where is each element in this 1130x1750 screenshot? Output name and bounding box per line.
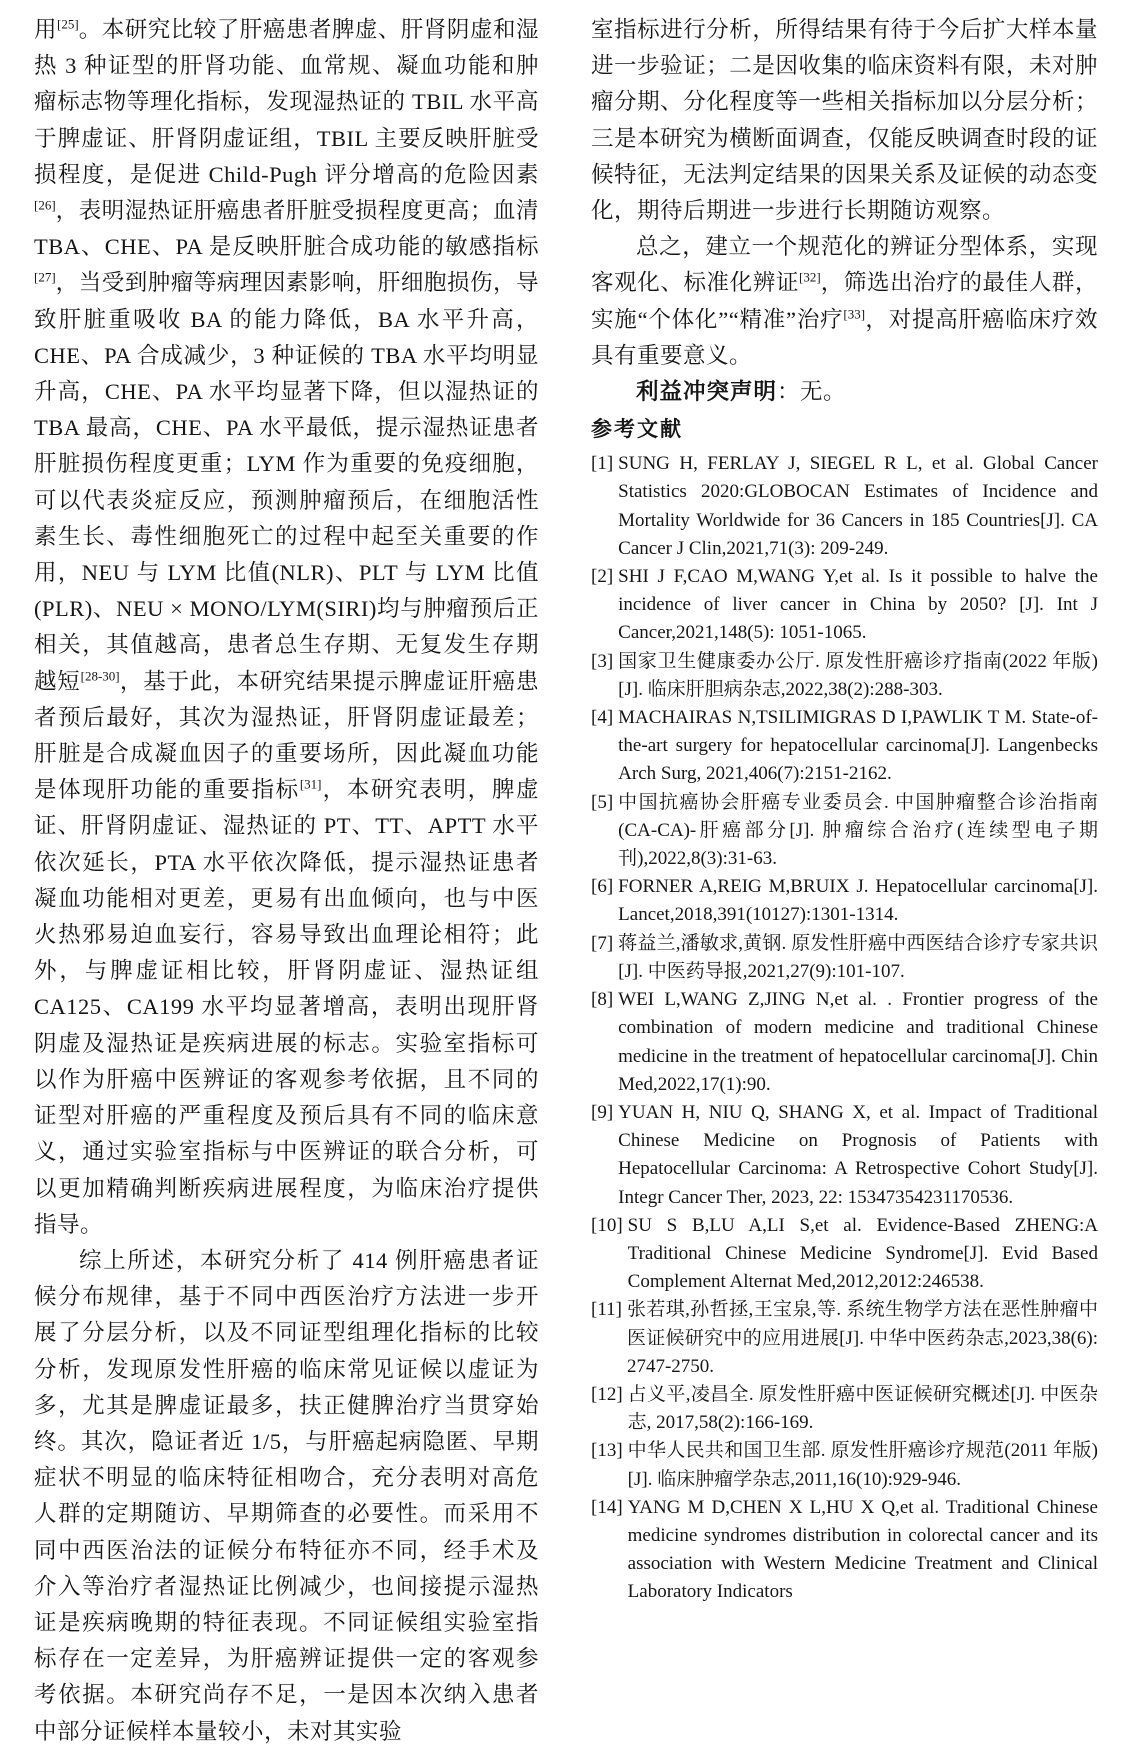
body-text: 。本研究比较了肝癌患者脾虚、肝肾阴虚和湿热 3 种证型的肝肾功能、血常规、凝血功能和肿瘤标志物等理化指标，发现湿热证的 TBIL 水平高于脾虚证、肝肾阴虚证组，TBIL 主要反映肝脏受损程度，是促进 Child-Pugh 评分增高的危险因素 [34, 17, 539, 187]
body-text: 室指标进行分析，所得结果有待于今后扩大样本量进一步验证；二是因收集的临床资料有限，未对肿瘤分期、分化程度等一些相关指标加以分层分析；三是本研究为横断面调查，仅能反映调查时段的证候特征，无法判定结果的因果关系及证候的动态变化，期待后期进一步进行长期随访观察。 [591, 17, 1098, 224]
reference-text: 中华人民共和国卫生部. 原发性肝癌诊疗规范(2011 年版)[J]. 临床肿瘤学杂志,2011,16(10):929-946. [627, 1440, 1098, 1490]
reference-text: FORNER A,REIG M,BRUIX J. Hepatocellular carcinoma[J]. Lancet,2018,391(10127):1301-1314. [618, 876, 1098, 926]
reference-item [591, 873, 1098, 929]
paragraph [591, 12, 1098, 229]
reference-item [591, 563, 1098, 648]
reference-text: 占义平,凌昌全. 原发性肝癌中医证候研究概述[J]. 中医杂志, 2017,58(2):166-169. [627, 1383, 1098, 1434]
reference-text: 张若琪,孙哲拯,王宝泉,等. 系统生物学方法在恶性肿瘤中医证候研究中的应用进展[J]. 中华中医药杂志,2023,38(6): 2747-2750. [626, 1299, 1098, 1377]
body-text: 用 [34, 17, 58, 42]
body-text: ，筛选出治疗的最佳人群，实施“个体化”“精准”治疗 [591, 270, 1098, 332]
paragraph [34, 12, 539, 1243]
citation-superscript: [25] [57, 16, 79, 32]
reference-list [591, 450, 1098, 1606]
reference-item [591, 1381, 1098, 1437]
body-text: ，本研究表明，脾虚证、肝肾阴虚证、湿热证的 PT、TT、APTT 水平依次延长，PTA 水平依次降低，提示湿热证患者凝血功能相对更差，更易有出血倾向，也与中医火热邪易迫血妄行，容易导致出血理论相符；此外，与脾虚证相比较，肝肾阴虚证、湿热证组 CA125、CA199 水平均显著增高，表明出现肝肾阴虚及湿热证是疾病进展的标志。实验室指标可以作为肝癌中医辨证的客观参考依据，且不同的证型对肝癌的严重程度及预后具有不同的临床意义，通过实验室指标与中医辨证的联合分析，可以更加精确判断疾病进展程度，为临床治疗提供指导。 [34, 777, 539, 1237]
reference-number: [7] [591, 932, 614, 954]
references-heading: 参考文献 [591, 417, 683, 442]
reference-number: [14] [591, 1496, 623, 1518]
reference-text: SUNG H, FERLAY J, SIEGEL R L, et al. Global Cancer Statistics 2020:GLOBOCAN Estimates of Incidence and Mortality Worldwide for 36 Cancers in 185 Countries[J]. CA Cancer J Clin,2021,71(3): 209-249. [618, 453, 1098, 559]
reference-item [591, 986, 1098, 1099]
citation-superscript: [33] [843, 306, 866, 322]
reference-text: YANG M D,CHEN X L,HU X Q,et al. Traditional Chinese medicine syndromes distribution in colorectal cancer and its association with Western Medicine Treatment and Clinical Laboratory Indicators [627, 1496, 1098, 1603]
reference-number: [13] [591, 1440, 623, 1462]
reference-number: [9] [591, 1101, 614, 1123]
reference-text: YUAN H, NIU Q, SHANG X, et al. Impact of Traditional Chinese Medicine on Prognosis of Patients with Hepatocellular Carcinoma: A Retrospective Cohort Study[J]. Integr Cancer Ther, 2023, 22: 15347354231170536. [618, 1101, 1098, 1208]
reference-item [591, 1212, 1098, 1297]
reference-item [591, 648, 1098, 704]
reference-item [591, 1437, 1098, 1493]
bold-inline-heading: 利益冲突声明 [636, 379, 778, 406]
reference-number: [2] [591, 566, 614, 588]
reference-item [591, 1494, 1098, 1607]
body-text: 总之，建立一个规范化的辨证分型体系，实现客观化、标准化辨证 [591, 234, 1098, 296]
body-text: ，对提高肝癌临床疗效具有重要意义。 [591, 306, 1098, 368]
reference-text: 中国抗癌协会肝癌专业委员会. 中国肿瘤整合诊治指南(CA-CA)-肝癌部分[J]. 肿瘤综合治疗(连续型电子期刊),2022,8(3):31-63. [618, 791, 1098, 870]
body-text: ：无。 [777, 379, 847, 405]
right-column [591, 12, 1098, 1603]
body-text: ，基于此，本研究结果提示脾虚证肝癌患者预后最好，其次为湿热证，肝肾阴虚证最差；肝脏是合成凝血因子的重要场所，因此凝血功能是体现肝功能的重要指标 [34, 668, 539, 803]
citation-superscript: [31] [299, 776, 322, 792]
reference-text: WEI L,WANG Z,JING N,et al. . Frontier progress of the combination of modern medicine and traditional Chinese medicine in the treatment of hepatocellular carcinoma[J]. Chin Med,2022,17(1):90. [618, 989, 1098, 1095]
paragraph [34, 1243, 539, 1750]
reference-item [591, 1099, 1098, 1212]
citation-superscript: [28-30] [80, 668, 120, 684]
citation-superscript: [26] [34, 197, 56, 213]
body-text: ，表明湿热证肝癌患者肝脏受损程度更高；血清 TBA、CHE、PA 是反映肝脏合成功能的敏感指标 [34, 198, 539, 260]
reference-number: [1] [591, 453, 614, 475]
reference-number: [5] [591, 791, 614, 813]
reference-item [591, 930, 1098, 986]
reference-number: [8] [591, 989, 614, 1011]
citation-superscript: [27] [34, 269, 56, 285]
left-column [34, 12, 539, 1744]
reference-item [591, 1296, 1098, 1381]
paragraph [591, 229, 1098, 374]
body-text: 综上所述，本研究分析了 414 例肝癌患者证候分布规律，基于不同中西医治疗方法进一步开展了分层分析，以及不同证型组理化指标的比较分析，发现原发性肝癌的临床常见证候以虚证为多，尤其是脾虚证最多，扶正健脾治疗当贯穿始终。其次，隐证者近 1/5，与肝癌起病隐匿、早期症状不明显的临床特征相吻合，充分表明对高危人群的定期随访、早期筛查的必要性。而采用不同中西医治法的证候分布特征亦不同，经手术及介入等治疗者湿热证比例减少，也间接提示湿热证是疾病晚期的特征表现。不同证候组实验室指标存在一定差异，为肝癌辨证提供一定的客观参考依据。本研究尚存不足，一是因本次纳入患者中部分证候样本量较小，未对其实验 [34, 1247, 539, 1744]
reference-item [591, 789, 1098, 874]
citation-superscript: [32] [799, 269, 821, 285]
reference-text: SHI J F,CAO M,WANG Y,et al. Is it possible to halve the incidence of liver cancer in China by 2050? [J]. Int J Cancer,2021,148(5): 1051-1065. [618, 566, 1098, 644]
reference-item [591, 704, 1098, 789]
right-column-paragraphs [591, 12, 1098, 410]
reference-text: MACHAIRAS N,TSILIMIGRAS D I,PAWLIK T M. State-of-the-art surgery for hepatocellular carcinoma[J]. Langenbecks Arch Surg, 2021,406(7):2151-2162. [618, 707, 1098, 785]
reference-number: [4] [591, 707, 614, 729]
reference-text: 国家卫生健康委办公厅. 原发性肝癌诊疗指南(2022 年版)[J]. 临床肝胆病杂志,2022,38(2):288-303. [618, 650, 1098, 700]
reference-text: 蒋益兰,潘敏求,黄钢. 原发性肝癌中西医结合诊疗专家共识[J]. 中医药导报,2021,27(9):101-107. [618, 932, 1098, 982]
reference-number: [12] [591, 1383, 623, 1405]
reference-number: [3] [591, 650, 614, 672]
reference-number: [11] [591, 1299, 622, 1321]
reference-number: [6] [591, 876, 614, 898]
body-text: ，当受到肿瘤等病理因素影响，肝细胞损伤，导致肝脏重吸收 BA 的能力降低，BA 水平升高，CHE、PA 合成减少，3 种证候的 TBA 水平均明显升高，CHE、PA 水平均显著下降，但以湿热证的 TBA 最高，CHE、PA 水平最低，提示湿热证患者肝脏损伤程度更重；LYM 作为重要的免疫细胞，可以代表炎症反应，预测肿瘤预后，在细胞活性素生长、毒性细胞死亡的过程中起至关重要的作用，NEU 与 LYM 比值(NLR)、PLT 与 LYM 比值(PLR)、NEU × MONO/LYM(SIRI)均与肿瘤预后正相关，其值越高，患者总生存期、无复发生存期越短 [34, 270, 539, 694]
paragraph [591, 374, 1098, 410]
reference-item [591, 450, 1098, 563]
reference-number: [10] [591, 1214, 623, 1236]
reference-text: SU S B,LU A,LI S,et al. Evidence-Based ZHENG:A Traditional Chinese Medicine Syndrome[J]. Evid Based Complement Alternat Med,2012,2012:246538. [627, 1214, 1098, 1293]
